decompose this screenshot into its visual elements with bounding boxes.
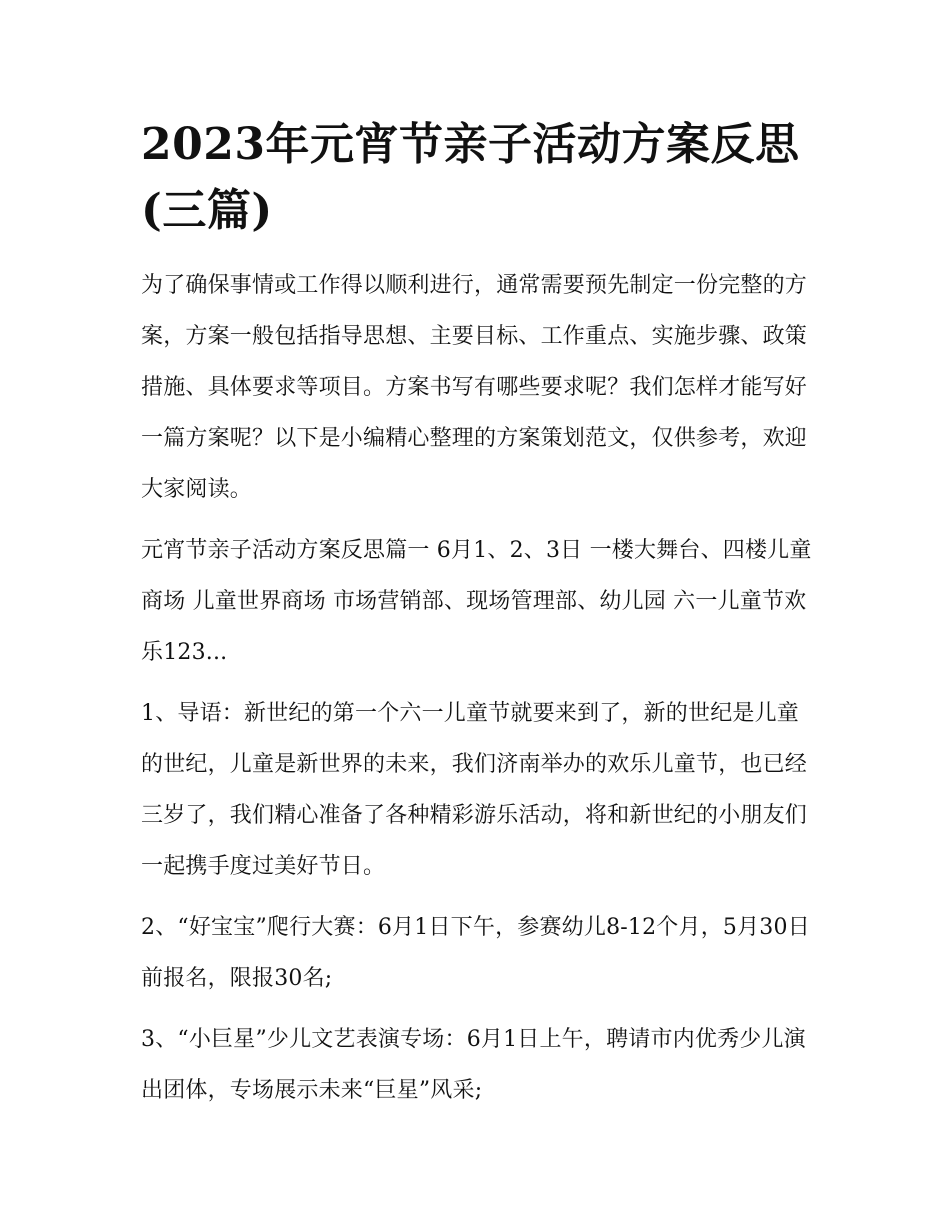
section-one-paragraph: 元宵节亲子活动方案反思篇一 6月1、2、3日 一楼大舞台、四楼儿童商场 儿童世界商场 市场营销部、现场管理部、幼儿园 六一儿童节欢乐123... (141, 538, 812, 665)
item-2-paragraph: 2、“好宝宝”爬行大赛：6月1日下午，参赛幼儿8-12个月，5月30日前报名，限报30名; (141, 915, 810, 991)
document-title: 2023年元宵节亲子活动方案反思(三篇) (141, 119, 800, 236)
intro-paragraph: 为了确保事情或工作得以顺利进行，通常需要预先制定一份完整的方案，方案一般包括指导思想、主要目标、工作重点、实施步骤、政策措施、具体要求等项目。方案书写有哪些要求呢？我们怎样才能写好一篇方案呢？以下是小编精心整理的方案策划范文，仅供参考，欢迎大家阅读。 (141, 273, 808, 502)
item-3-paragraph: 3、“小巨星”少儿文艺表演专场：6月1日上午，聘请市内优秀少儿演出团体，专场展示未来“巨星”风采; (141, 1027, 806, 1103)
document-content (141, 112, 813, 1116)
item-1-paragraph: 1、导语：新世纪的第一个六一儿童节就要来到了，新的世纪是儿童的世纪，儿童是新世界的未来，我们济南举办的欢乐儿童节，也已经三岁了，我们精心准备了各种精彩游乐活动，将和新世纪的小朋友们一起携手度过美好节日。 (141, 701, 808, 879)
